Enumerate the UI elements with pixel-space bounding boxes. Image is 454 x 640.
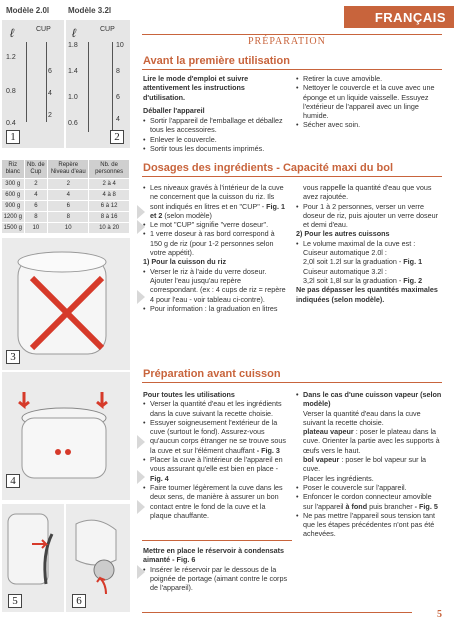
scale-tick: 0.4 <box>6 120 16 127</box>
text-run: Enfoncer le cordon connecteur amovible sur l'appareil <box>303 492 432 511</box>
rice-quantity-table <box>2 160 130 233</box>
scale-tick: 6 <box>48 68 52 75</box>
scale-tick: 4 <box>48 90 52 97</box>
figure-number: 4 <box>6 474 20 488</box>
table-row <box>2 179 130 190</box>
divider <box>142 382 442 383</box>
list-item: • Le mot "CUP" signifie "verre doseur". <box>143 220 287 229</box>
scale-tick: 2 <box>48 112 52 119</box>
figure-ref: - Fig. 5 <box>414 501 438 511</box>
text-run: Cuiseur automatique 3.2l : <box>303 266 387 276</box>
list-item: • Sortir l'appareil de l'emballage et déballez tous les accessoires. <box>143 116 287 135</box>
text-run: puis brancher <box>369 501 413 511</box>
scale-tick: 1.2 <box>6 54 16 61</box>
text-run: vous rappelle la quantité d'eau que vous avez rajoutée. <box>303 183 432 202</box>
table-cell: 2 <box>24 179 48 190</box>
table-cell: 1200 g <box>2 212 24 223</box>
table-header: Nb. de Cup <box>24 160 48 179</box>
text-run: plateau vapeur <box>303 427 354 437</box>
list-item: • Retirer la cuve amovible. <box>296 74 442 83</box>
table-row <box>2 190 130 201</box>
figure-1 <box>2 20 64 148</box>
divider <box>142 612 412 613</box>
table-cell: 6 <box>24 201 48 212</box>
subheading: Déballer l'appareil <box>143 105 205 115</box>
text-run: Les niveaux gravés à l'intérieur de la cuve ne concernent que la cuisson du riz. Ils sont indiqués en litres et en "CUP" - <box>150 183 284 211</box>
language-banner <box>344 6 454 28</box>
section-column <box>296 183 442 304</box>
divider <box>142 540 292 541</box>
table-row <box>2 212 130 223</box>
section-column <box>143 183 287 313</box>
table-row <box>2 201 130 212</box>
table-cell: 8 <box>24 212 48 223</box>
divider <box>142 176 442 177</box>
table-cell: 6 <box>48 201 89 212</box>
model-2l-label: Modèle 2.0l <box>6 6 50 15</box>
cup-label: CUP <box>100 26 115 33</box>
scale-tick: 8 <box>116 68 120 75</box>
arrow-marker-icon <box>137 500 145 514</box>
scale-tick: 1.0 <box>68 94 78 101</box>
text-run: 2,0l soit 1.2l sur la graduation - <box>303 257 402 267</box>
table-cell: 4 à 8 <box>89 190 130 201</box>
list-item: • Insérer le réservoir par le dessous de la poignée de portage (aimant contre le corps de l'appareil). <box>143 565 293 593</box>
subheading: Mettre en place le réservoir à condensats aimanté - Fig. 6 <box>143 546 285 565</box>
section-column <box>143 390 287 520</box>
table-cell: 10 <box>48 223 89 234</box>
list-item <box>296 492 442 511</box>
text-run: Placer la cuve à l'intérieur de l'appareil en vous assurant qu'elle est bien en place - <box>150 455 283 474</box>
page-number: 5 <box>437 609 442 620</box>
liter-symbol: ℓ <box>10 26 14 40</box>
list-item: • Nettoyer le couvercle et la cuve avec une éponge et un liquide vaisselle. Essuyez l'extérieur de l'appareil avec un linge humide. <box>296 83 442 120</box>
text-run: Placer les ingrédients. <box>303 473 374 483</box>
list-item <box>143 418 287 455</box>
text-run: bol vapeur <box>303 455 340 465</box>
figure-3 <box>2 238 130 370</box>
list-item: • Dans le cas d'une cuisson vapeur (selon modèle) <box>296 390 442 409</box>
figure-4 <box>2 372 130 500</box>
figure-number: 6 <box>72 594 86 608</box>
text-run: à fond <box>345 501 368 511</box>
list-item: • Poser le couvercle sur l'appareil. <box>296 483 442 492</box>
table-cell: 8 à 16 <box>89 212 130 223</box>
table-cell: 10 à 20 <box>89 223 130 234</box>
liter-symbol: ℓ <box>72 26 76 40</box>
table-cell: 600 g <box>2 190 24 201</box>
scale-tick: 6 <box>116 94 120 101</box>
table-cell: 8 <box>48 212 89 223</box>
intro-text: Lire le mode d'emploi et suivre attentivement les instructions d'utilisation. <box>143 74 249 102</box>
list-item: • Verser la quantité d'eau et les ingrédients dans la cuve suivant la recette choisie. <box>143 399 287 418</box>
section-header: PRÉPARATION <box>248 36 326 47</box>
table-cell: 6 à 12 <box>89 201 130 212</box>
figure-ref: Fig. 4 <box>150 473 169 483</box>
list-item: • Pour 1 à 2 personnes, verser un verre doseur de riz, puis ajouter un verre doseur et demi d'eau. <box>296 202 442 230</box>
scale-tick: 0.6 <box>68 120 78 127</box>
table-cell: 2 <box>48 179 89 190</box>
figure-ref: Fig. 2 <box>403 275 423 285</box>
subheading: 2) Pour les autres cuissons <box>296 229 390 239</box>
table-header: Riz blanc <box>2 160 24 179</box>
table-header: Nb. de personnes <box>89 160 130 179</box>
table-cell: 2 à 4 <box>89 179 130 190</box>
section-column <box>143 546 293 592</box>
cooker-insert-illustration <box>2 372 130 500</box>
table-cell: 4 <box>48 190 89 201</box>
text-run: : poser le bol vapeur sur la cuve. <box>303 455 427 474</box>
list-item: • Sortir tous les documents imprimés. <box>143 144 287 153</box>
section-title: Préparation avant cuisson <box>143 368 281 380</box>
text-run: Verser la quantité d'eau dans la cuve suivant la recette choisie. <box>303 408 421 427</box>
scale-line <box>46 42 47 122</box>
divider <box>142 34 442 35</box>
figure-number: 3 <box>6 350 20 364</box>
text-run: Cuiseur automatique 2.0l : <box>303 248 387 258</box>
scale-tick: 1.8 <box>68 42 78 49</box>
figure-6 <box>66 504 130 612</box>
table-cell: 10 <box>24 223 48 234</box>
list-item: • Faire tourner légèrement la cuve dans les deux sens, de manière à assurer un bon contact entre le fond de la cuve et la plaque chauffante. <box>143 483 287 520</box>
list-item: • Ne pas mettre l'appareil sous tension tant que les étapes précédentes n'ont pas été achevées. <box>296 511 442 539</box>
table-cell: 4 <box>24 190 48 201</box>
figure-2 <box>66 20 130 148</box>
table-row <box>2 223 130 234</box>
scale-tick: 4 <box>116 116 120 123</box>
figure-number: 5 <box>8 594 22 608</box>
warning-text: Ne pas dépasser les quantités maximales indiquées (selon modèle). <box>296 285 438 304</box>
section-title: Avant la première utilisation <box>143 55 290 67</box>
figure-column <box>0 0 132 640</box>
subheading: Pour toutes les utilisations <box>143 390 235 399</box>
arrow-marker-icon <box>137 290 145 304</box>
subheading: 1) Pour la cuisson du riz <box>143 257 227 267</box>
text-run: (selon modèle) <box>164 210 212 220</box>
list-item <box>143 183 287 220</box>
scale-line <box>112 42 113 132</box>
arrow-marker-icon <box>137 435 145 449</box>
arrow-marker-icon <box>137 205 145 219</box>
scale-line <box>88 42 89 132</box>
language-label: FRANÇAIS <box>374 10 446 25</box>
text-run: Essuyer soigneusement l'extérieur de la cuve (surtout le fond). Assurez-vous qu'aucun corps étranger ne se trouve sous la cuve et sur l'élément chauffant <box>150 417 287 455</box>
figure-5 <box>2 504 64 612</box>
list-item: • 1 verre doseur à ras bord correspond à 150 g de riz (pour 1-2 personnes selon votre appétit). <box>143 229 287 257</box>
table-header: Repère Niveau d'eau <box>48 160 89 179</box>
text-run: 3,2l soit 1,8l sur la graduation - <box>303 275 402 285</box>
scale-tick: 10 <box>116 42 124 49</box>
section-column <box>143 74 287 153</box>
scale-tick: 0.8 <box>6 88 16 95</box>
arrow-marker-icon <box>137 565 145 579</box>
section-title: Dosages des ingrédients - Capacité maxi du bol <box>143 162 394 174</box>
figure-ref: Fig. 1 <box>403 257 423 267</box>
list-item: • Le volume maximal de la cuve est : <box>296 239 442 248</box>
arrow-marker-icon <box>137 470 145 484</box>
table-cell: 300 g <box>2 179 24 190</box>
list-item: • Enlever le couvercle. <box>143 135 287 144</box>
list-item <box>143 455 287 483</box>
model-3l-label: Modèle 3.2l <box>68 6 112 15</box>
section-column <box>296 74 442 130</box>
list-item: • Verser le riz à l'aide du verre doseur. Ajouter l'eau jusqu'au repère correspondant. (ex : 4 cups de riz = repère 4 pour l'eau - voir tableau ci-contre). <box>143 267 287 304</box>
cup-label: CUP <box>36 26 51 33</box>
figure-number: 1 <box>6 130 20 144</box>
figure-ref: - Fig. 3 <box>256 445 280 455</box>
section-column <box>296 390 442 539</box>
figure-ref: Fig. 1 et 2 <box>150 201 285 220</box>
scale-line <box>26 42 27 122</box>
divider <box>142 69 442 70</box>
list-item: • Pour information : la graduation en litres <box>143 304 287 313</box>
figure-number: 2 <box>110 130 124 144</box>
list-item: • Sécher avec soin. <box>296 120 442 129</box>
arrow-marker-icon <box>137 220 145 234</box>
rice-cooker-illustration <box>2 238 130 370</box>
table-cell: 900 g <box>2 201 24 212</box>
table-cell: 1500 g <box>2 223 24 234</box>
text-run: : poser le plateau dans la cuve. Orienter la partie avec les supports à œufs vers le haut. <box>303 427 440 455</box>
scale-tick: 1.4 <box>68 68 78 75</box>
